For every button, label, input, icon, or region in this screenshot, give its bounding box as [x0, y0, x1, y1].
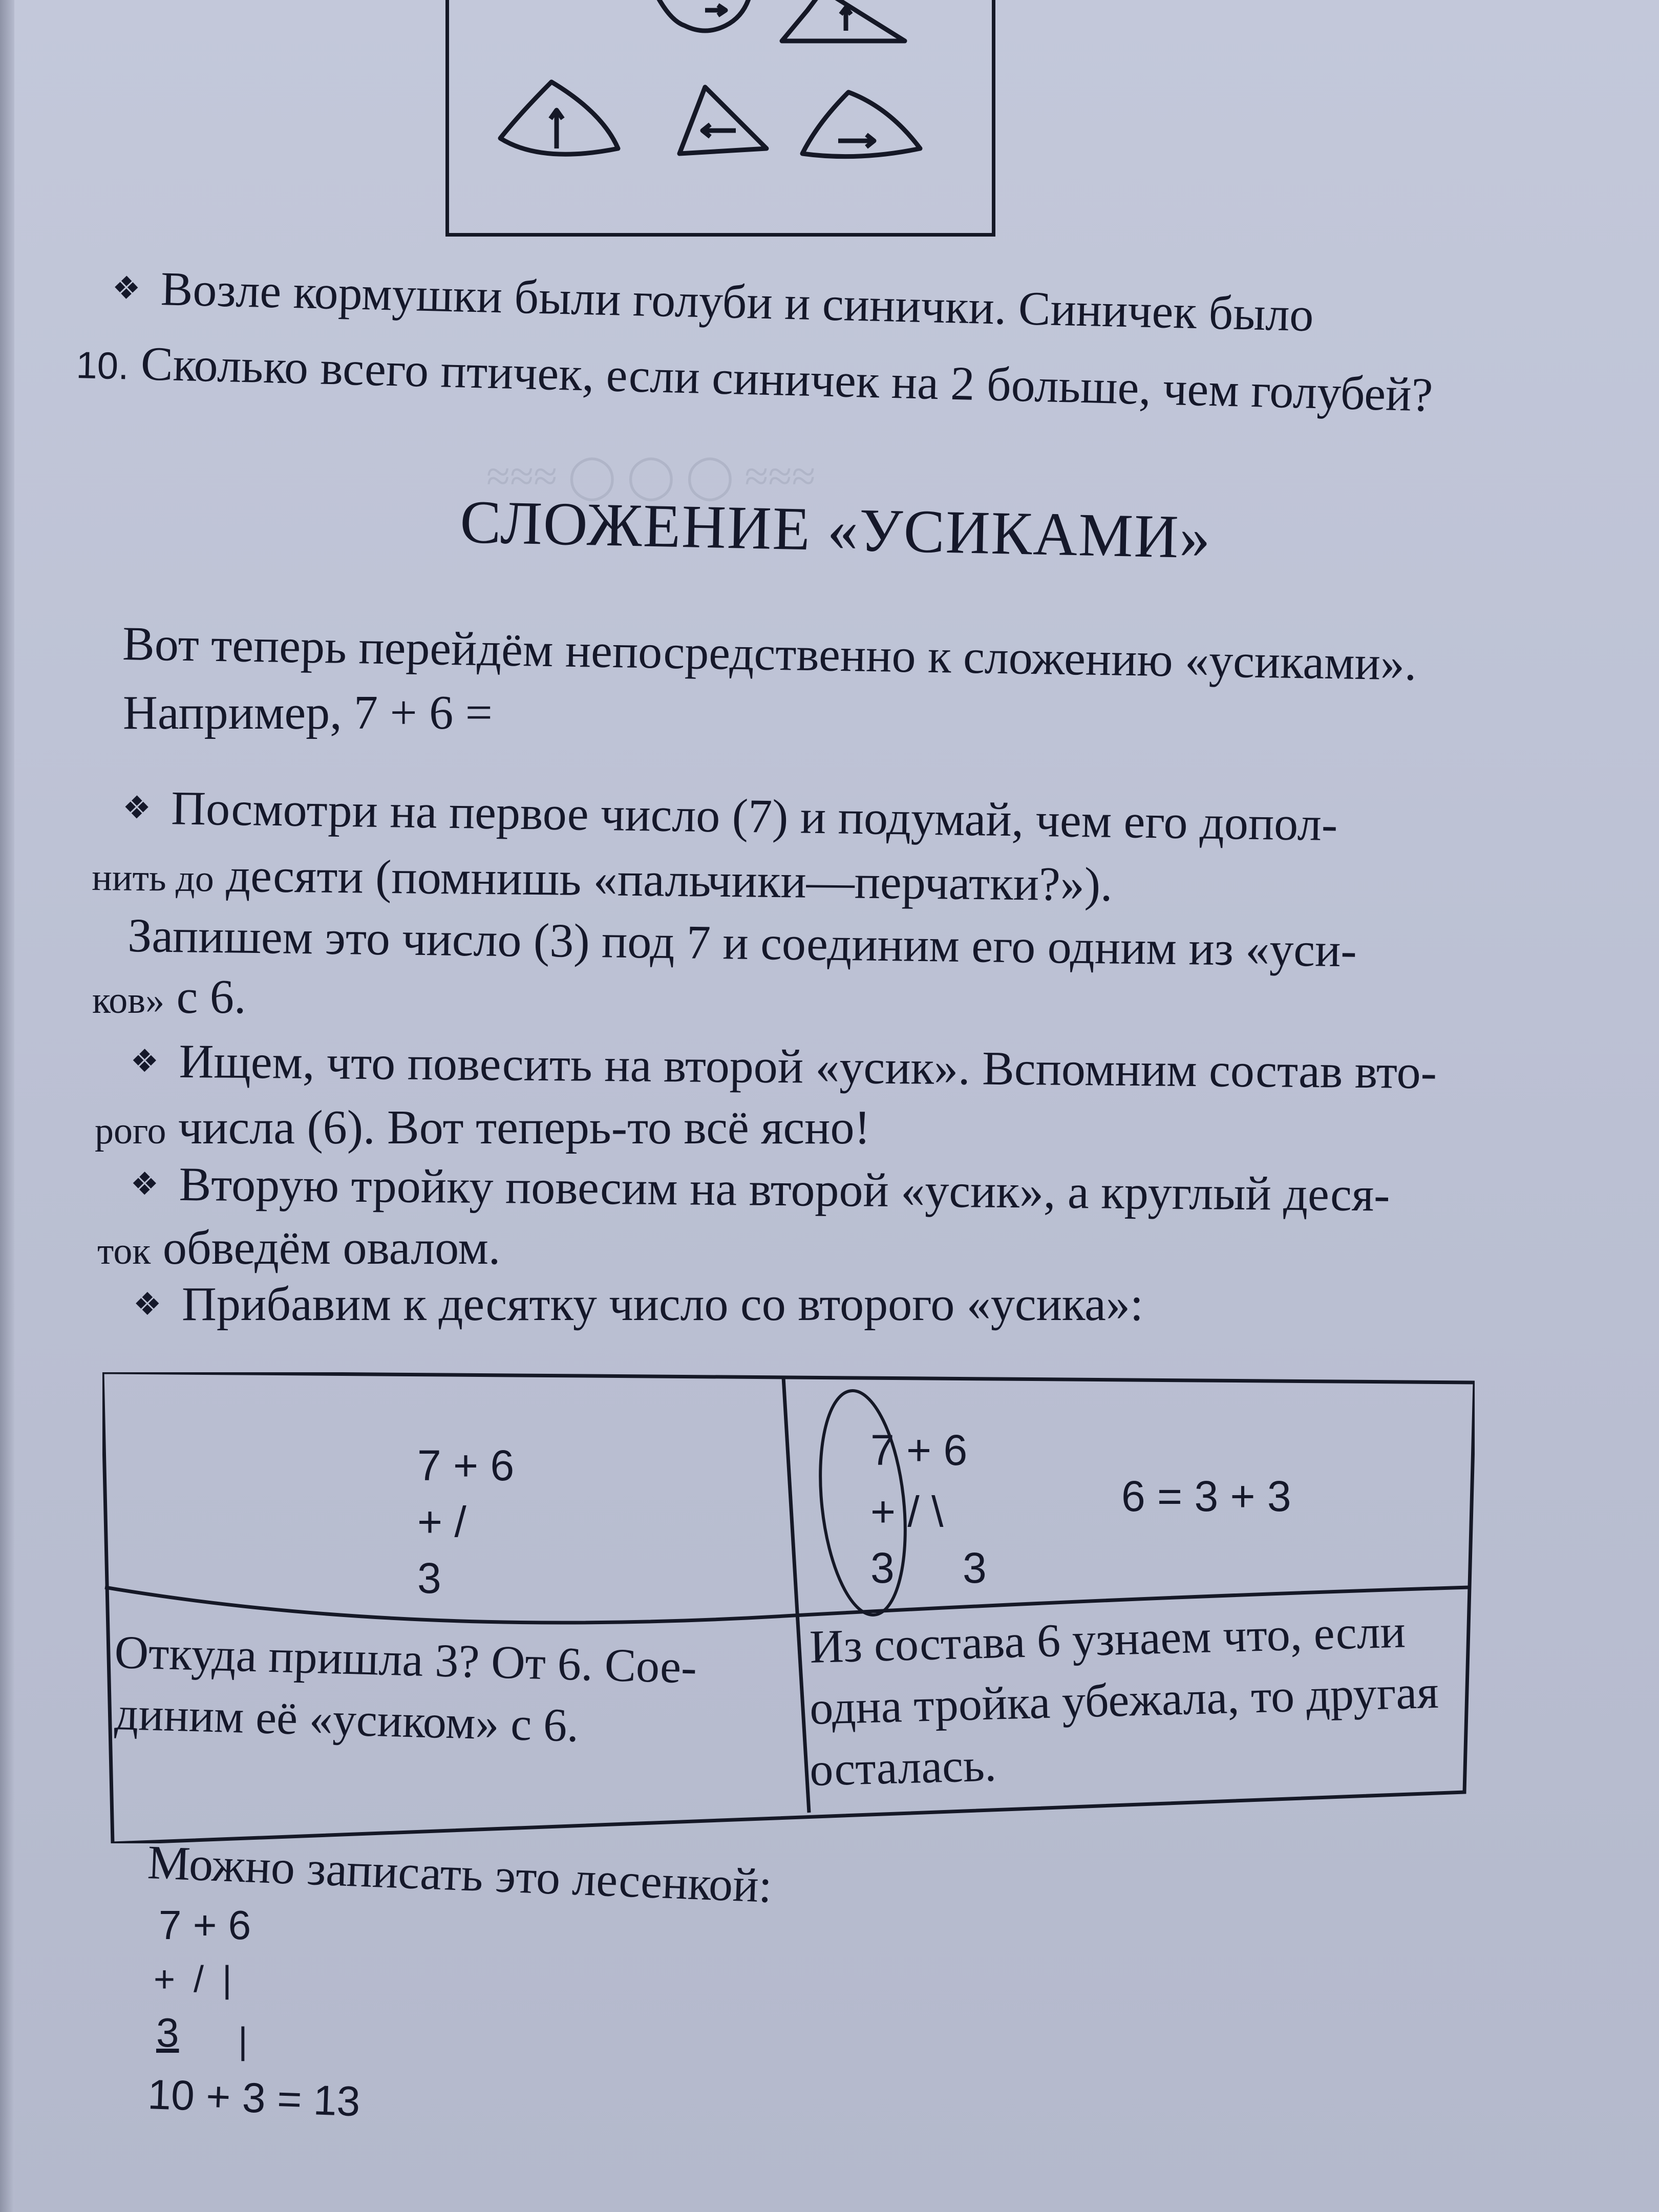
step-3-line-1	[130, 1034, 1437, 1099]
step-1-line-2	[92, 850, 1113, 909]
step-5-text: Прибавим к десятку число со второго «усика»:	[182, 1278, 1143, 1331]
ladder-result: 10 + 3 = 13	[146, 2071, 361, 2125]
para-2-line-1: Запишем это число (3) под 7 и соединим его одним из «уси-	[127, 909, 1357, 977]
cell-2-equation: 6 = 3 + 3	[1121, 1472, 1291, 1520]
step-1-hyphen-part: нить до	[92, 856, 215, 900]
bullet-diamond-icon: ❖	[130, 1166, 159, 1202]
cell-2-whiskers: + / \	[870, 1487, 944, 1536]
bullet-diamond-icon: ❖	[122, 790, 152, 826]
step-3-hyphen-part: рого	[95, 1110, 166, 1152]
problem-text-2: Сколько всего птичек, если синичек на 2 больше, чем голубей?	[140, 337, 1434, 422]
triangle-arrows-drawing	[449, 0, 992, 233]
intro-line-1: Вот теперь перейдём непосредственно к сложению «усиками».	[122, 617, 1417, 691]
intro-line-2: Например, 7 + 6 =	[123, 686, 493, 739]
problem-line-2	[75, 337, 1434, 422]
para-2-hyphen-part: ков»	[92, 980, 165, 1022]
cell-4-line-2: одна тройка убежала, то другая	[809, 1665, 1439, 1734]
ladder-line-3-bar: |	[238, 2020, 248, 2061]
step-3-text-2: числа (6). Вот теперь-то всё ясно!	[178, 1101, 870, 1154]
ladder-line-3: 3	[156, 2010, 179, 2055]
cell-2-three-a: 3	[870, 1544, 895, 1592]
triangle-arrows-figure	[445, 0, 995, 237]
step-4-line-1	[130, 1157, 1390, 1222]
bullet-diamond-icon: ❖	[130, 1044, 159, 1079]
cell-3-line-1: Откуда пришла 3? От 6. Сое-	[114, 1626, 698, 1693]
bleed-through-texture: ≈≈≈ ◯ ◯ ◯ ≈≈≈	[486, 453, 816, 500]
step-1-text-1: Посмотри на первое число (7) и подумай, чем его допол-	[171, 781, 1338, 852]
step-4-text-1: Вторую тройку повесим на второй «усик», а круглый деся-	[179, 1157, 1390, 1222]
step-4-line-2	[97, 1221, 501, 1274]
para-2-text-2: с 6.	[176, 970, 246, 1024]
bullet-diamond-icon: ❖	[133, 1287, 162, 1322]
table-grid-lines	[102, 1372, 1475, 1843]
ladder-caption: Можно записать это лесенкой:	[146, 1836, 773, 1913]
problem-text-1: Возле кормушки были голуби и синички. Синичек было	[160, 262, 1314, 342]
cell-4-line-3: осталась.	[809, 1738, 997, 1796]
step-4-text-2: обведём овалом.	[162, 1221, 501, 1274]
cell-1-three: 3	[417, 1554, 441, 1602]
cell-1-whisker: + /	[417, 1498, 466, 1546]
step-1-line-1	[122, 781, 1338, 852]
cell-2-three-b: 3	[963, 1544, 987, 1592]
step-1-text-2: десяти (помнишь «пальчики—перчатки?»).	[225, 848, 1113, 911]
section-title: СЛОЖЕНИЕ «УСИКАМИ»	[459, 487, 1212, 571]
bullet-diamond-icon: ❖	[112, 270, 141, 307]
ladder-line-2: + / |	[154, 1959, 236, 2000]
cell-2-sum: 7 + 6	[870, 1426, 968, 1474]
page-binding-shadow	[0, 0, 14, 2212]
problem-line-1	[112, 262, 1314, 342]
step-5-line	[133, 1278, 1143, 1331]
problem-number: 10.	[75, 343, 130, 388]
ladder-line-1: 7 + 6	[159, 1902, 251, 1948]
cell-3-line-2: диним её «усиком» с 6.	[114, 1687, 580, 1752]
cell-4-line-1: Из состава 6 узнаем что, если	[809, 1605, 1406, 1673]
step-3-line-2	[95, 1103, 870, 1152]
step-3-text-1: Ищем, что повесить на второй «усик». Вспомним состав вто-	[179, 1034, 1437, 1099]
example-table	[102, 1372, 1475, 1843]
cell-1-sum: 7 + 6	[417, 1441, 515, 1490]
step-4-hyphen-part: ток	[97, 1230, 151, 1272]
para-2-line-2	[92, 970, 246, 1024]
